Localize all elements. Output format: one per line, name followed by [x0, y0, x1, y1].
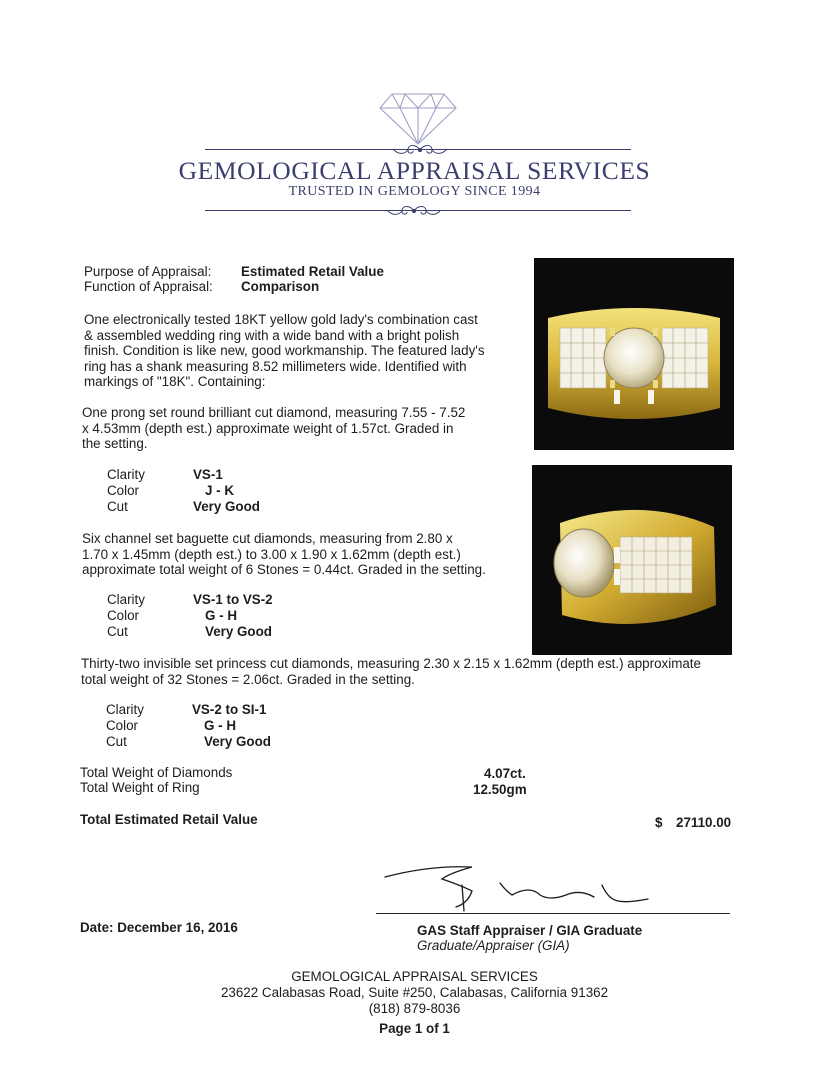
- ring-description: [84, 312, 485, 390]
- stone-line: Six channel set baguette cut diamonds, measuring from 2.80 x: [82, 531, 453, 546]
- stone-2-description: [82, 531, 486, 578]
- grade-label: Color: [106, 718, 138, 733]
- stone-line: 1.70 x 1.45mm (depth est.) to 3.00 x 1.90 x 1.62mm (depth est.): [82, 546, 461, 562]
- cut-value: Very Good: [205, 624, 272, 639]
- description-line: ring has a shank measuring 8.52 millimeters wide. Identified with: [84, 358, 467, 374]
- function-value: Comparison: [241, 279, 320, 294]
- currency-symbol: $: [655, 815, 663, 830]
- total-ring-value: 12.50gm: [473, 782, 527, 797]
- grade-label: Cut: [106, 734, 127, 749]
- company-tagline: TRUSTED IN GEMOLOGY SINCE 1994: [288, 184, 541, 199]
- retail-value-label: Total Estimated Retail Value: [80, 812, 258, 827]
- stone-line: total weight of 32 Stones = 2.06ct. Graded in the setting.: [81, 671, 415, 687]
- clarity-value: VS-2 to SI-1: [192, 702, 267, 717]
- footer-company: GEMOLOGICAL APPRAISAL SERVICES: [291, 969, 538, 984]
- appraiser-title: GAS Staff Appraiser / GIA Graduate: [417, 923, 643, 938]
- description-line: One electronically tested 18KT yellow gold lady's combination cast: [84, 312, 478, 327]
- description-line: finish. Condition is like new, good workmanship. The featured lady's: [84, 343, 485, 359]
- color-value: G - H: [205, 608, 237, 623]
- clarity-value: VS-1 to VS-2: [193, 592, 273, 607]
- stone-1-description: [82, 405, 465, 452]
- company-name: GEMOLOGICAL APPRAISAL SERVICES: [178, 156, 651, 185]
- clarity-value: VS-1: [193, 467, 223, 482]
- diamond-logo-icon: [378, 86, 458, 146]
- description-line: markings of "18K". Containing:: [84, 374, 266, 390]
- grade-label: Clarity: [106, 702, 144, 717]
- ring-photo-angle: [532, 465, 732, 655]
- purpose-label: Purpose of Appraisal:: [84, 264, 212, 279]
- footer-phone: (818) 879-8036: [368, 1001, 461, 1016]
- total-ring-label: Total Weight of Ring: [80, 780, 200, 795]
- total-diamonds-label: Total Weight of Diamonds: [80, 765, 233, 780]
- grade-label: Clarity: [107, 592, 145, 607]
- stone-line: Thirty-two invisible set princess cut diamonds, measuring 2.30 x 2.15 x 1.62mm (depth est.) approximate: [81, 656, 701, 671]
- appraisal-date: Date: December 16, 2016: [80, 920, 238, 935]
- color-value: G - H: [204, 718, 236, 733]
- grade-label: Cut: [107, 499, 128, 514]
- total-diamonds-value: 4.07ct.: [484, 766, 526, 781]
- appraiser-signature-icon: [380, 855, 680, 915]
- grade-label: Clarity: [107, 467, 145, 482]
- page-number: Page 1 of 1: [379, 1021, 450, 1036]
- appraiser-subtitle: Graduate/Appraiser (GIA): [417, 938, 570, 953]
- signature-line: [376, 913, 730, 914]
- grade-label: Color: [107, 483, 139, 498]
- grade-label: Cut: [107, 624, 128, 639]
- description-line: & assembled wedding ring with a wide band with a bright polish: [84, 327, 460, 343]
- footer-address: 23622 Calabasas Road, Suite #250, Calabasas, California 91362: [220, 985, 609, 1000]
- ring-photo-front: [534, 258, 734, 450]
- stone-line: the setting.: [82, 436, 148, 452]
- purpose-value: Estimated Retail Value: [241, 264, 384, 279]
- retail-value-amount: 27110.00: [676, 815, 732, 830]
- stone-3-description: [81, 656, 701, 687]
- flourish-ornament-icon: [384, 203, 444, 219]
- stone-line: approximate total weight of 6 Stones = 0.44ct. Graded in the setting.: [82, 562, 486, 578]
- cut-value: Very Good: [204, 734, 271, 749]
- cut-value: Very Good: [193, 499, 260, 514]
- function-label: Function of Appraisal:: [84, 279, 213, 294]
- grade-label: Color: [107, 608, 139, 623]
- stone-line: x 4.53mm (depth est.) approximate weight of 1.57ct. Graded in: [82, 420, 454, 436]
- color-value: J - K: [205, 483, 235, 498]
- stone-line: One prong set round brilliant cut diamond, measuring 7.55 - 7.52: [82, 405, 466, 420]
